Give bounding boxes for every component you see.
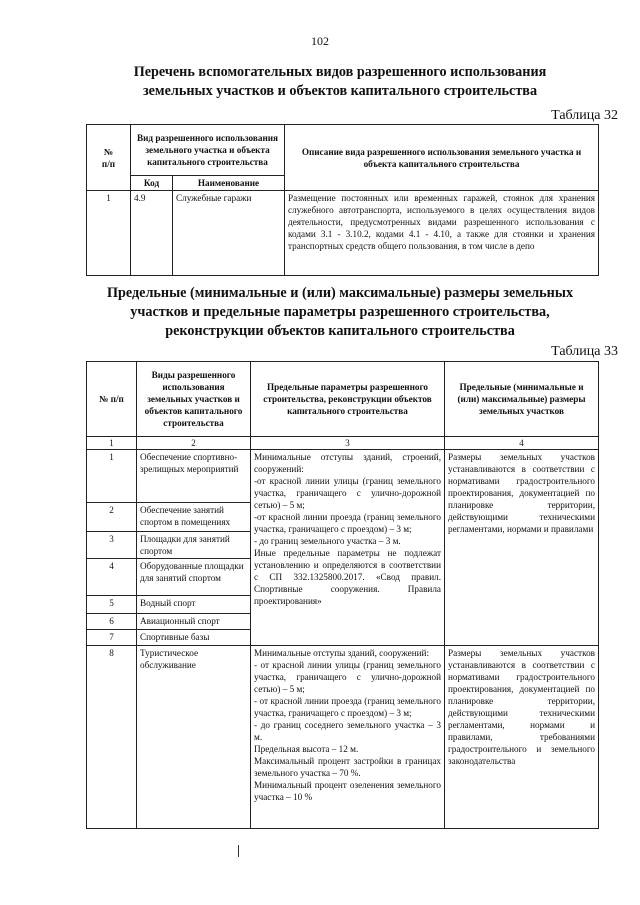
header-name: Наименование: [173, 176, 285, 191]
params-line: Максимальный процент застройки в границах земельного участка – 70 %.: [254, 756, 441, 778]
header-use-type: Вид разрешенного использования земельного участка и объекта капитального строительства: [131, 125, 285, 176]
heading-line: земельных участков и объектов капитального строительства: [142, 83, 538, 99]
cell-num: 2: [87, 503, 137, 532]
heading-line: Предельные (минимальные и (или) максимальные) размеры земельных: [106, 285, 574, 301]
cell-description: Размещение постоянных или временных гаражей, стоянок для хранения служебного автотранспорта, используемого в целях осуществления видов деятельности, предусмотренных видами разрешенного использования с кодами 3.1 - 3.10.2, кодами 4.1 - 4.10, а также для стоянки и хранения транспортных средств общего пользования, в том числе в депо: [285, 191, 599, 276]
params-line: Минимальные отступы зданий, строений, сооружений:: [254, 452, 441, 474]
table-row: [87, 191, 599, 276]
cell-params-group-2: [251, 646, 445, 829]
params-line: Предельная высота – 12 м.: [254, 744, 359, 754]
header-num: № п/п: [87, 362, 137, 437]
sizes-text: Размеры земельных участков устанавливаются в соответствии с нормативами градостроительного проектирования, документацией по планировке территории, действующими техническими регламентами, нормами и правилами: [448, 452, 595, 534]
header-description: Описание вида разрешенного использования земельного участка и объекта капитального строительства: [285, 125, 599, 191]
table-row: [87, 646, 599, 829]
table-33: [86, 361, 599, 829]
cell-use-type: Авиационный спорт: [137, 614, 251, 630]
header-params: Предельные параметры разрешенного строительства, реконструкции объектов капитального строительства: [251, 362, 445, 437]
cell-params-group-1: [251, 450, 445, 646]
cell-num: 4: [87, 559, 137, 596]
page-number: 102: [311, 34, 329, 48]
col-number: 4: [445, 437, 599, 450]
cell-num: 8: [87, 646, 137, 829]
header-sizes: Предельные (минимальные и (или) максимальные) размеры земельных участков: [445, 362, 599, 437]
table-32: [86, 124, 599, 276]
table-33-label: Таблица 33: [551, 344, 618, 359]
col-number: 2: [137, 437, 251, 450]
cell-code: 4.9: [131, 191, 173, 276]
cell-num: 6: [87, 614, 137, 630]
scan-mark: [238, 845, 239, 857]
params-line: - до границ соседнего земельного участка – 3 м.: [254, 720, 441, 742]
params-line: - до границ земельного участка – 3 м.: [254, 536, 401, 546]
sizes-text: Размеры земельных участков устанавливаются в соответствии с нормативами градостроительного проектирования, документацией по планировке территории, действующими техническими регламентами, нормами и правилами, требованиями градостроительного и земельного законодательства: [448, 648, 595, 766]
heading-auxiliary-uses: [60, 63, 620, 101]
cell-num: 1: [87, 450, 137, 503]
cell-use-type: Оборудованные площадки для занятий спортом: [137, 559, 251, 596]
header-code: Код: [131, 176, 173, 191]
params-line: Минимальный процент озеленения земельного участка – 10 %: [254, 780, 441, 802]
heading-line: Перечень вспомогательных видов разрешенного использования: [133, 64, 547, 80]
cell-use-type: Спортивные базы: [137, 630, 251, 646]
header-num: № п/п: [87, 125, 131, 191]
table-32-label: Таблица 32: [551, 108, 618, 123]
params-line: - от красной линии улицы (границ земельного участка, граничащего с улично-дорожной сетью) – 5 м;: [254, 660, 441, 694]
heading-line: реконструкции объектов капитального строительства: [165, 323, 515, 339]
col-number: 3: [251, 437, 445, 450]
cell-num: 7: [87, 630, 137, 646]
cell-use-type: Туристическое обслуживание: [137, 646, 251, 829]
header-use-types: Виды разрешенного использования земельных участков и объектов капитального строительства: [137, 362, 251, 437]
cell-use-type: Обеспечение спортивно-зрелищных мероприятий: [137, 450, 251, 503]
cell-use-type: Обеспечение занятий спортом в помещениях: [137, 503, 251, 532]
cell-use-type: Водный спорт: [137, 596, 251, 614]
table-row: [87, 450, 599, 503]
cell-name: Служебные гаражи: [173, 191, 285, 276]
cell-use-type: Площадки для занятий спортом: [137, 532, 251, 559]
cell-sizes-group-1: [445, 450, 599, 646]
cell-num: 5: [87, 596, 137, 614]
cell-num: 1: [87, 191, 131, 276]
params-line: - от красной линии проезда (границ земельного участка, граничащего с проездом) – 3 м;: [254, 696, 441, 718]
params-line: -от красной линии улицы (границ земельного участка, граничащего с улично-дорожной сетью) – 5 м;: [254, 476, 441, 510]
col-number: 1: [87, 437, 137, 450]
params-line: -от красной линии проезда (границ земельного участка, граничащего с проездом) – 3 м;: [254, 512, 441, 534]
cell-sizes-group-2: [445, 646, 599, 829]
heading-limit-sizes: [60, 284, 620, 341]
heading-line: участков и предельные параметры разрешенного строительства,: [130, 304, 550, 320]
params-line: Иные предельные параметры не подлежат установлению и определяются в соответствии с СП 332.1325800.2017. «Свод правил. Спортивные сооружения. Правила проектирования»: [254, 548, 441, 606]
params-line: Минимальные отступы зданий, сооружений:: [254, 648, 429, 658]
cell-num: 3: [87, 532, 137, 559]
